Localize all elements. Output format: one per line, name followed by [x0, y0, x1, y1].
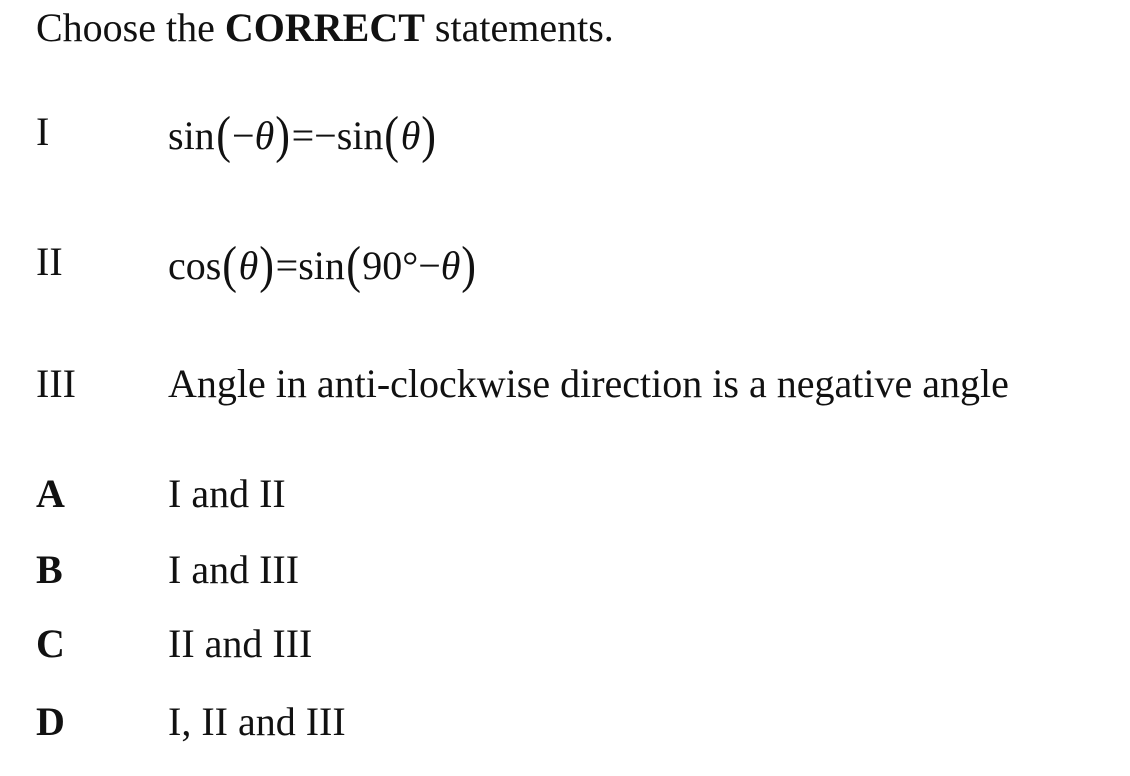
statement-2-lhs-func: cos [168, 243, 222, 288]
statement-3-text: Angle in anti-clockwise direction is a negative angle [168, 361, 1009, 406]
option-c-letter: C [36, 621, 65, 666]
option-a-text: I and II [168, 471, 286, 516]
statement-2-math: cos(θ)=sin(90°−θ) [168, 237, 477, 294]
option-c-text: II and III [168, 621, 313, 666]
statement-1-math: sin(−θ)=−sin(θ) [168, 107, 437, 164]
question-emphasis: CORRECT [224, 5, 425, 50]
statement-2-rhs-func: sin [298, 243, 345, 288]
statement-1-equals: = [291, 113, 315, 158]
statement-2-rhs-op: − [418, 243, 441, 288]
statement-2-rhs-var: θ [440, 243, 461, 288]
statement-1-lhs-func: sin [168, 113, 215, 158]
statement-1-lhs-sign: − [232, 113, 255, 158]
statement-1-numeral: I [36, 109, 50, 154]
question-suffix: statements. [424, 5, 614, 50]
statement-1-rhs-func: sin [336, 113, 384, 158]
statement-2-numeral: II [36, 239, 63, 284]
option-a-letter: A [36, 471, 65, 516]
statement-2-equals: = [275, 243, 299, 288]
option-b-letter: B [36, 547, 63, 592]
statement-2-lhs-var: θ [238, 243, 259, 288]
statement-3-numeral: III [36, 361, 76, 406]
statement-1-rhs-var: θ [400, 113, 421, 158]
statement-2-rhs-const: 90° [362, 243, 419, 288]
option-d-letter: D [36, 699, 65, 744]
statement-1-lhs-var: θ [254, 113, 275, 158]
question-prefix: Choose the [36, 5, 225, 50]
option-d-text: I, II and III [168, 699, 346, 744]
option-b-text: I and III [168, 547, 300, 592]
question-prompt [36, 4, 614, 51]
statement-1-rhs-sign: − [314, 113, 337, 158]
